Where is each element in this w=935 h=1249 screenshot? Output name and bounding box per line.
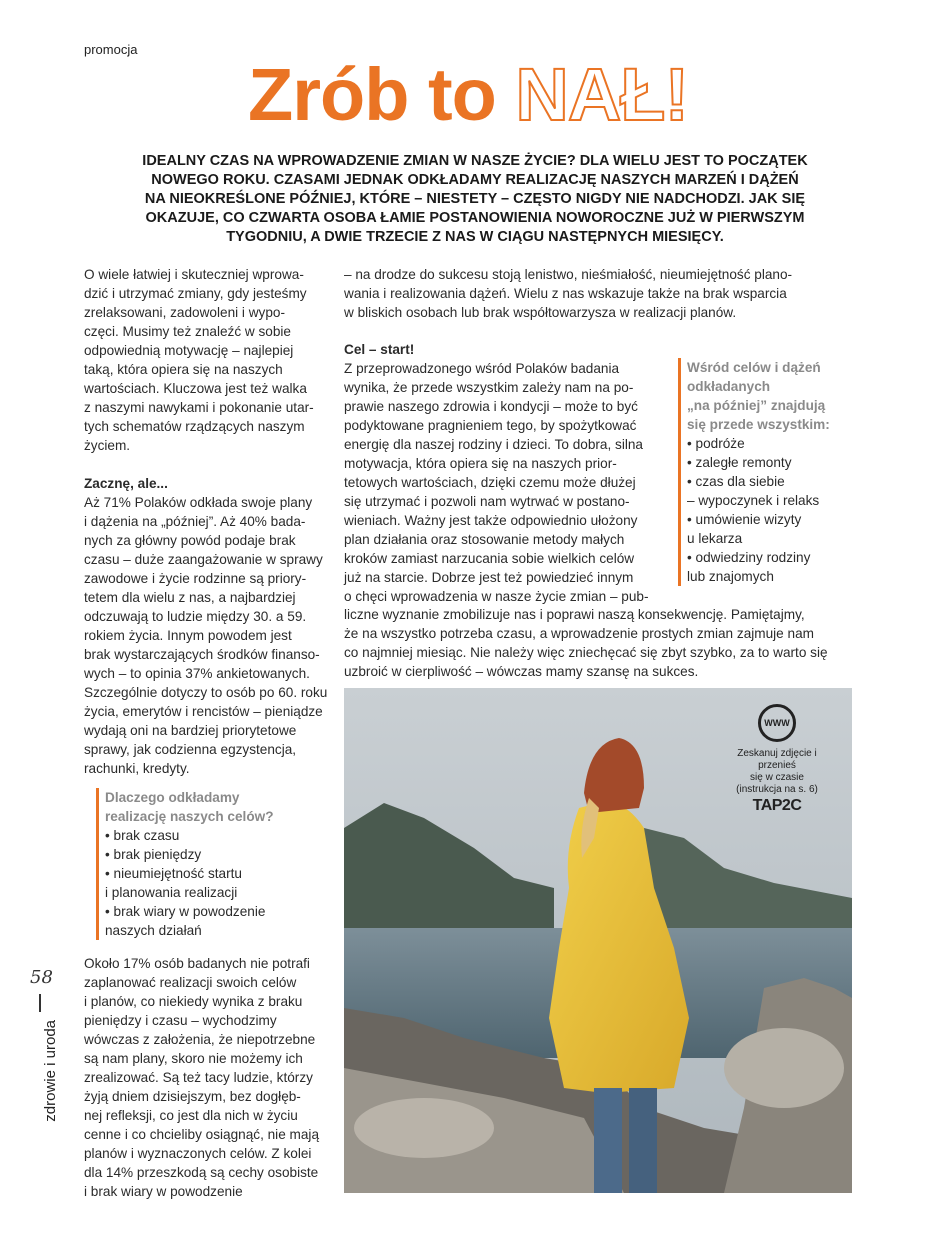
lead-paragraph xyxy=(120,152,830,247)
text-line: Szczególnie dotyczy to osób po 60. roku xyxy=(84,685,328,700)
text-line: cenne i co chcieliby osiągnąć, nie mają xyxy=(84,1127,320,1142)
list-item: – wypoczynek i relaks xyxy=(687,493,820,508)
column-left xyxy=(84,265,334,778)
list-item: • odwiedziny rodziny xyxy=(687,550,811,565)
callout-title: się przede wszystkim: xyxy=(687,417,830,432)
column-right-mid xyxy=(344,340,664,606)
text-line: i brak wiary w powodzenie xyxy=(84,1184,243,1199)
text-line: że na wszystko potrzeba czasu, a wprowadzenie prostych zmian zajmuje nam xyxy=(344,626,814,641)
column-left-bottom xyxy=(84,954,334,1201)
page-number-rule xyxy=(39,994,41,1012)
text-line: o chęci wprowadzenia w nasze życie zmian – pub- xyxy=(344,589,649,604)
text-line: wania i realizowania dążeń. Wielu z nas wskazuje także na brak wsparcia xyxy=(344,286,787,301)
list-item: naszych działań xyxy=(105,923,202,938)
text-line: wych – to opinia 37% ankietowanych. xyxy=(84,666,310,681)
text-line: tetem dla wielu z nas, a najbardziej xyxy=(84,590,296,605)
text-line: energię dla naszej rodziny i dzieci. To dobra, silna xyxy=(344,437,643,452)
text-line: Z przeprowadzonego wśród Polaków badania xyxy=(344,361,620,376)
text-line: kroków zamiast narzucania sobie wielkich celów xyxy=(344,551,635,566)
page-title xyxy=(248,53,689,136)
text-line: dla 14% przeszkodą są cechy osobiste xyxy=(84,1165,319,1180)
text-line: nych za główny powód podaje brak xyxy=(84,533,296,548)
text-line: Aż 71% Polaków odkłada swoje plany xyxy=(84,495,313,510)
photo-woman-by-fjord xyxy=(344,688,852,1193)
lead-line: NOWEGO ROKU. CZASAMI JEDNAK ODKŁADAMY REALIZACJĘ NASZYCH MARZEŃ I DĄŻEŃ xyxy=(151,172,799,188)
text-line: zaplanować realizacji swoich celów xyxy=(84,975,297,990)
list-item: lub znajomych xyxy=(687,569,774,584)
text-line: zrealizować. Są też tacy ludzie, którzy xyxy=(84,1070,313,1085)
text-line: i planów, co niekiedy wynika z braku xyxy=(84,994,303,1009)
text-line: co najmniej miesiąc. Nie należy więc zniechęcać się zbyt szybko, za to warto się xyxy=(344,645,828,660)
column-right-bottom xyxy=(344,605,854,681)
lead-line: NA NIEOKREŚLONE PÓŹNIEJ, KTÓRE – NIESTETY – CZĘSTO NIGDY NIE NADCHODZI. JAK SIĘ xyxy=(144,191,806,207)
section-label: promocja xyxy=(84,42,138,57)
callout-box-goals xyxy=(678,358,867,586)
text-line: z naszymi nawykami i pokonanie utar- xyxy=(84,400,314,415)
section-heading: Cel – start! xyxy=(344,342,415,357)
tap2c-badge xyxy=(722,704,832,812)
text-line: prawie naszego zdrowia i kondycji – może to być xyxy=(344,399,638,414)
text-line: nej refleksji, co jest dla nich w życiu xyxy=(84,1108,298,1123)
text-line: tetowych wartościach, dzięki czemu może dłużej xyxy=(344,475,636,490)
list-item: u lekarza xyxy=(687,531,743,546)
text-line: są nam plany, skoro nie możemy ich xyxy=(84,1051,303,1066)
text-line: czasu – duże zaangażowanie w sprawy xyxy=(84,552,323,567)
list-item: • nieumiejętność startu xyxy=(105,866,242,881)
text-line: motywacja, która opiera się na naszych prior- xyxy=(344,456,617,471)
callout-title: „na później” znajdują xyxy=(687,398,826,413)
text-line: odpowiednią motywację – najlepiej xyxy=(84,343,294,358)
text-line: podyktowane pragnieniem tego, by spożytkować xyxy=(344,418,637,433)
text-line: Około 17% osób badanych nie potrafi xyxy=(84,956,310,971)
text-line: częci. Musimy też znaleźć w sobie xyxy=(84,324,291,339)
text-line: już na starcie. Dobrze jest też powiedzieć innym xyxy=(344,570,634,585)
text-line: – na drodze do sukcesu stoją lenistwo, nieśmiałość, nieumiejętność plano- xyxy=(344,267,793,282)
callout-box-reasons xyxy=(96,788,335,940)
badge-text: się w czasie xyxy=(750,772,804,783)
text-line: wówczas z założenia, że niepotrzebne xyxy=(84,1032,316,1047)
text-line: sprawy, jak codzienna egzystencja, xyxy=(84,742,297,757)
column-right-top xyxy=(344,265,844,322)
www-icon: WWW xyxy=(758,704,796,742)
text-line: życiem. xyxy=(84,438,131,453)
tap2c-logo: TAP2C xyxy=(752,797,802,814)
section-vertical-label: zdrowie i uroda xyxy=(42,1020,59,1122)
text-line: liczne wyznanie zmobilizuje nas i poprawi naszą konsekwencję. Pamiętajmy, xyxy=(344,607,805,622)
list-item: • brak pieniędzy xyxy=(105,847,202,862)
lead-line: OKAZUJE, CO CZWARTA OSOBA ŁAMIE POSTANOWIENIA NOWOROCZNE JUŻ W PIERWSZYM xyxy=(145,210,805,226)
list-item: • podróże xyxy=(687,436,745,451)
text-line: wydają oni na bardziej priorytetowe xyxy=(84,723,297,738)
callout-title: Dlaczego odkładamy xyxy=(105,790,240,805)
page-number: 58 xyxy=(30,967,53,988)
callout-title: realizację naszych celów? xyxy=(105,809,274,824)
text-line: tych schematów rządzących naszym xyxy=(84,419,305,434)
text-line: O wiele łatwiej i skuteczniej wprowa- xyxy=(84,267,304,282)
lead-line: TYGODNIU, A DWIE TRZECIE Z NAS W CIĄGU NASTĘPNYCH MIESIĘCY. xyxy=(226,229,724,245)
text-line: w bliskich osobach lub brak współtowarzysza w realizacji planów. xyxy=(344,305,737,320)
text-line: żyją dniem dzisiejszym, bez dogłęb- xyxy=(84,1089,301,1104)
text-line: brak wystarczających środków finanso- xyxy=(84,647,320,662)
badge-text: (instrukcja na s. 6) xyxy=(736,784,818,795)
lead-line: IDEALNY CZAS NA WPROWADZENIE ZMIAN W NASZE ŻYCIE? DLA WIELU JEST TO POCZĄTEK xyxy=(142,153,808,169)
text-line: życia, emerytów i rencistów – pieniądze xyxy=(84,704,323,719)
callout-title: Wśród celów i dążeń xyxy=(687,360,821,375)
text-line: taką, która opiera się na naszych xyxy=(84,362,283,377)
callout-title: odkładanych xyxy=(687,379,771,394)
list-item: • brak wiary w powodzenie xyxy=(105,904,266,919)
text-line: się utrzymać i pozwoli nam wytrwać w postano- xyxy=(344,494,630,509)
section-heading: Zacznę, ale... xyxy=(84,476,168,491)
list-item: • czas dla siebie xyxy=(687,474,785,489)
text-line: odczuwają to ludzie między 30. a 59. xyxy=(84,609,307,624)
text-line: rokiem życia. Innym powodem jest xyxy=(84,628,292,643)
text-line: wartościach. Kluczowa jest też walka xyxy=(84,381,307,396)
list-item: • umówienie wizyty xyxy=(687,512,802,527)
text-line: i dążenia na „później”. Aż 40% bada- xyxy=(84,514,306,529)
title-outline: NAŁ! xyxy=(515,53,689,136)
list-item: • brak czasu xyxy=(105,828,180,843)
title-solid: Zrób to xyxy=(248,53,516,136)
list-item: i planowania realizacji xyxy=(105,885,238,900)
text-line: planów i wyznaczonych celów. Z kolei xyxy=(84,1146,312,1161)
list-item: • zaległe remonty xyxy=(687,455,792,470)
text-line: zawodowe i życie rodzinne są priory- xyxy=(84,571,307,586)
badge-text: Zeskanuj zdjęcie i przenieś xyxy=(737,748,817,771)
text-line: pieniędzy i czasu – wychodzimy xyxy=(84,1013,277,1028)
text-line: plan działania oraz stosowanie metody małych xyxy=(344,532,625,547)
text-line: zrelaksowani, zadowoleni i wypo- xyxy=(84,305,285,320)
text-line: wieniach. Ważny jest także odpowiednio ułożony xyxy=(344,513,638,528)
text-line: rachunki, kredyty. xyxy=(84,761,190,776)
text-line: wynika, że przede wszystkim zależy nam na po- xyxy=(344,380,634,395)
text-line: uzbroić w cierpliwość – wówczas mamy szansę na sukces. xyxy=(344,664,699,679)
text-line: dzić i utrzymać zmiany, gdy jesteśmy xyxy=(84,286,307,301)
